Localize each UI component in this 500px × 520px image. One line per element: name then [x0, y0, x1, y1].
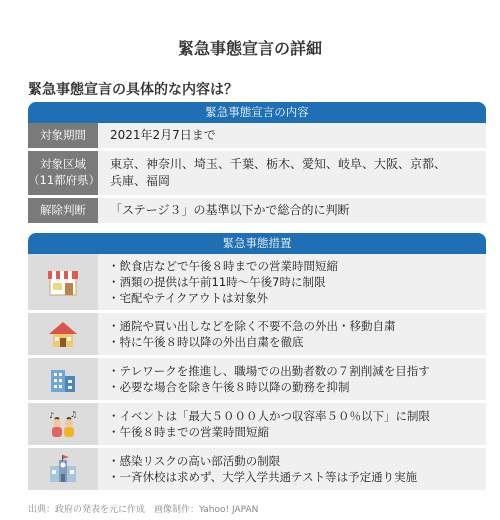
row-label-line: （11都府県） [28, 173, 101, 187]
storefront-icon [28, 254, 98, 310]
list-item: ・ 感染リスクの高い部活動の制限 [108, 453, 476, 469]
measure-row-outings [28, 313, 486, 355]
measure-row-events [28, 403, 486, 445]
table-row-period [28, 123, 486, 148]
school-icon [28, 448, 98, 490]
list-item: ・ 午後８時までの営業時間短縮 [108, 424, 476, 440]
source-credit: 出典：政府の発表を元に作成 画像制作：Yahoo! JAPAN [28, 505, 259, 515]
list-item: ・ 酒類の提供は午前11時～午後7時に制限 [108, 274, 476, 290]
office-building-icon [28, 358, 98, 400]
list-item: ・ イベントは「最大５０００人かつ収容率５０％以下」に制限 [108, 408, 476, 424]
row-value [98, 151, 486, 195]
page-title: 緊急事態宣言の詳細 [177, 39, 322, 58]
row-label [28, 151, 101, 195]
list-item: ・ 特に午後８時以降の外出自粛を徹底 [108, 334, 476, 350]
row-value: 「ステージ３」の基準以下かで総合的に判断 [110, 202, 350, 217]
row-value-line: 東京、神奈川、埼玉、千葉、栃木、愛知、岐阜、大阪、京都、 [110, 156, 447, 171]
row-label: 対象期間 [28, 123, 98, 148]
row-value: 2021年2月7日まで [110, 127, 216, 142]
measure-row-restaurants [28, 254, 486, 310]
list-item: ・ 一斉休校は求めず、大学入学共通テスト等は予定通り実施 [108, 469, 476, 485]
table-row-judgement [28, 198, 486, 223]
event-crowd-icon [28, 403, 98, 445]
measure-row-telework [28, 358, 486, 400]
content-section-header: 緊急事態宣言の内容 [28, 102, 486, 123]
list-item: ・ テレワークを推進し、職場での出勤者数の７割削減を目指す [108, 363, 476, 379]
list-item: ・ 飲食店などで午後８時までの営業時間短縮 [108, 258, 476, 274]
row-value-line: 兵庫、福岡 [110, 174, 171, 188]
content-table [28, 123, 486, 226]
row-label: 解除判断 [28, 198, 98, 223]
measures-list [28, 254, 486, 493]
svg-text:♪: ♪ [49, 411, 55, 420]
list-item: ・ 通院や買い出しなどを除く不要不急の外出・移動自粛 [108, 318, 476, 334]
svg-text:♫: ♫ [70, 410, 78, 419]
page-subtitle: 緊急事態宣言の具体的な内容は？ [28, 82, 238, 98]
house-icon [28, 313, 98, 355]
list-item: ・ 宅配やテイクアウトは対象外 [108, 290, 476, 306]
list-item: ・ 必要な場合を除き午後８時以降の勤務を抑制 [108, 379, 476, 395]
measure-row-schools [28, 448, 486, 490]
measures-section-header: 緊急事態措置 [28, 233, 486, 254]
row-label-line: 対象区域 [40, 157, 86, 172]
table-row-area [28, 151, 486, 195]
